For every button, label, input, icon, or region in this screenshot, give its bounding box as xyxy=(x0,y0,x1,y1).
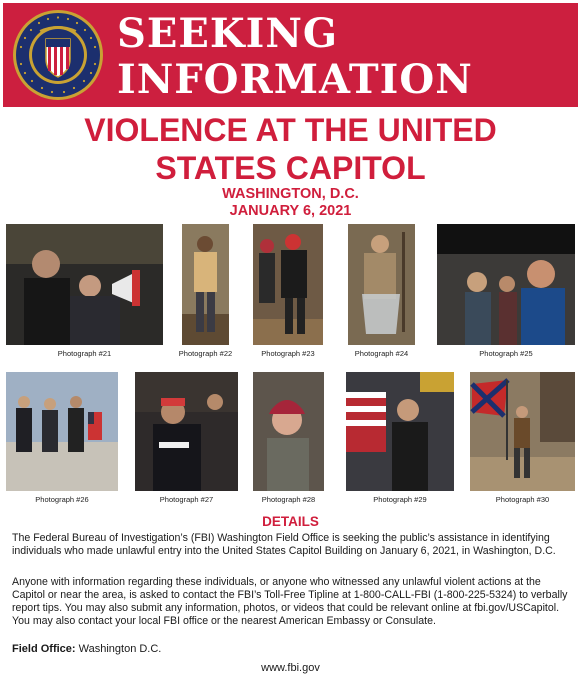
photograph-22 xyxy=(182,224,229,345)
photograph-26 xyxy=(6,372,118,491)
field-office-value: Washington D.C. xyxy=(78,643,162,655)
details-paragraph-2: Anyone with information regarding these individuals, or anyone who witnessed any unlawful violent actions at the Capitol or near the area, is asked to contact the FBI’s Toll-Free Tipline at 1-800-CALL-FBI (1-800-225-5324) to verbally report tips. You may also submit any information, photos, or videos that could be relevant online at fbi.gov/USCapitol. You may also contact your local FBI office or the nearest American Embassy or Consulate. xyxy=(12,576,568,627)
caption-photograph-28: Photograph #28 xyxy=(261,495,316,504)
photograph-27 xyxy=(135,372,238,491)
caption-photograph-24: Photograph #24 xyxy=(354,349,409,358)
field-office xyxy=(12,643,161,656)
caption-photograph-29: Photograph #29 xyxy=(373,495,427,504)
caption-photograph-22: Photograph #22 xyxy=(178,349,233,358)
banner-title-line-1: SEEKING xyxy=(117,10,339,57)
photograph-28 xyxy=(253,372,324,491)
caption-photograph-23: Photograph #23 xyxy=(261,349,315,358)
website-link[interactable]: www.fbi.gov xyxy=(261,662,320,674)
details-paragraph-1: The Federal Bureau of Investigation’s (FBI) Washington Field Office is seeking the public’s assistance in identifying individuals who made unlawful entry into the United States Capitol Building on January 6, 2021, in Washington, D.C. xyxy=(12,532,556,557)
caption-photograph-25: Photograph #25 xyxy=(479,349,533,358)
caption-photograph-30: Photograph #30 xyxy=(495,495,550,504)
fbi-seal-icon xyxy=(12,9,104,101)
banner-title-line-2: INFORMATION xyxy=(117,56,473,103)
field-office-label: Field Office: xyxy=(12,643,76,655)
caption-photograph-27: Photograph #27 xyxy=(159,495,214,504)
photograph-21 xyxy=(6,224,163,345)
caption-photograph-26: Photograph #26 xyxy=(35,495,89,504)
photograph-30 xyxy=(470,372,575,491)
seeking-information-banner xyxy=(3,3,578,107)
photograph-24 xyxy=(348,224,415,345)
photograph-29 xyxy=(346,372,454,491)
photograph-25 xyxy=(437,224,575,345)
details-heading: DETAILS xyxy=(262,514,319,529)
date-label: JANUARY 6, 2021 xyxy=(229,203,352,219)
photograph-23 xyxy=(253,224,323,345)
poster-title-line-1: VIOLENCE AT THE UNITED xyxy=(84,112,497,148)
location-label: WASHINGTON, D.C. xyxy=(222,186,359,202)
caption-photograph-21: Photograph #21 xyxy=(57,349,112,358)
poster-title-line-2: STATES CAPITOL xyxy=(155,150,426,186)
